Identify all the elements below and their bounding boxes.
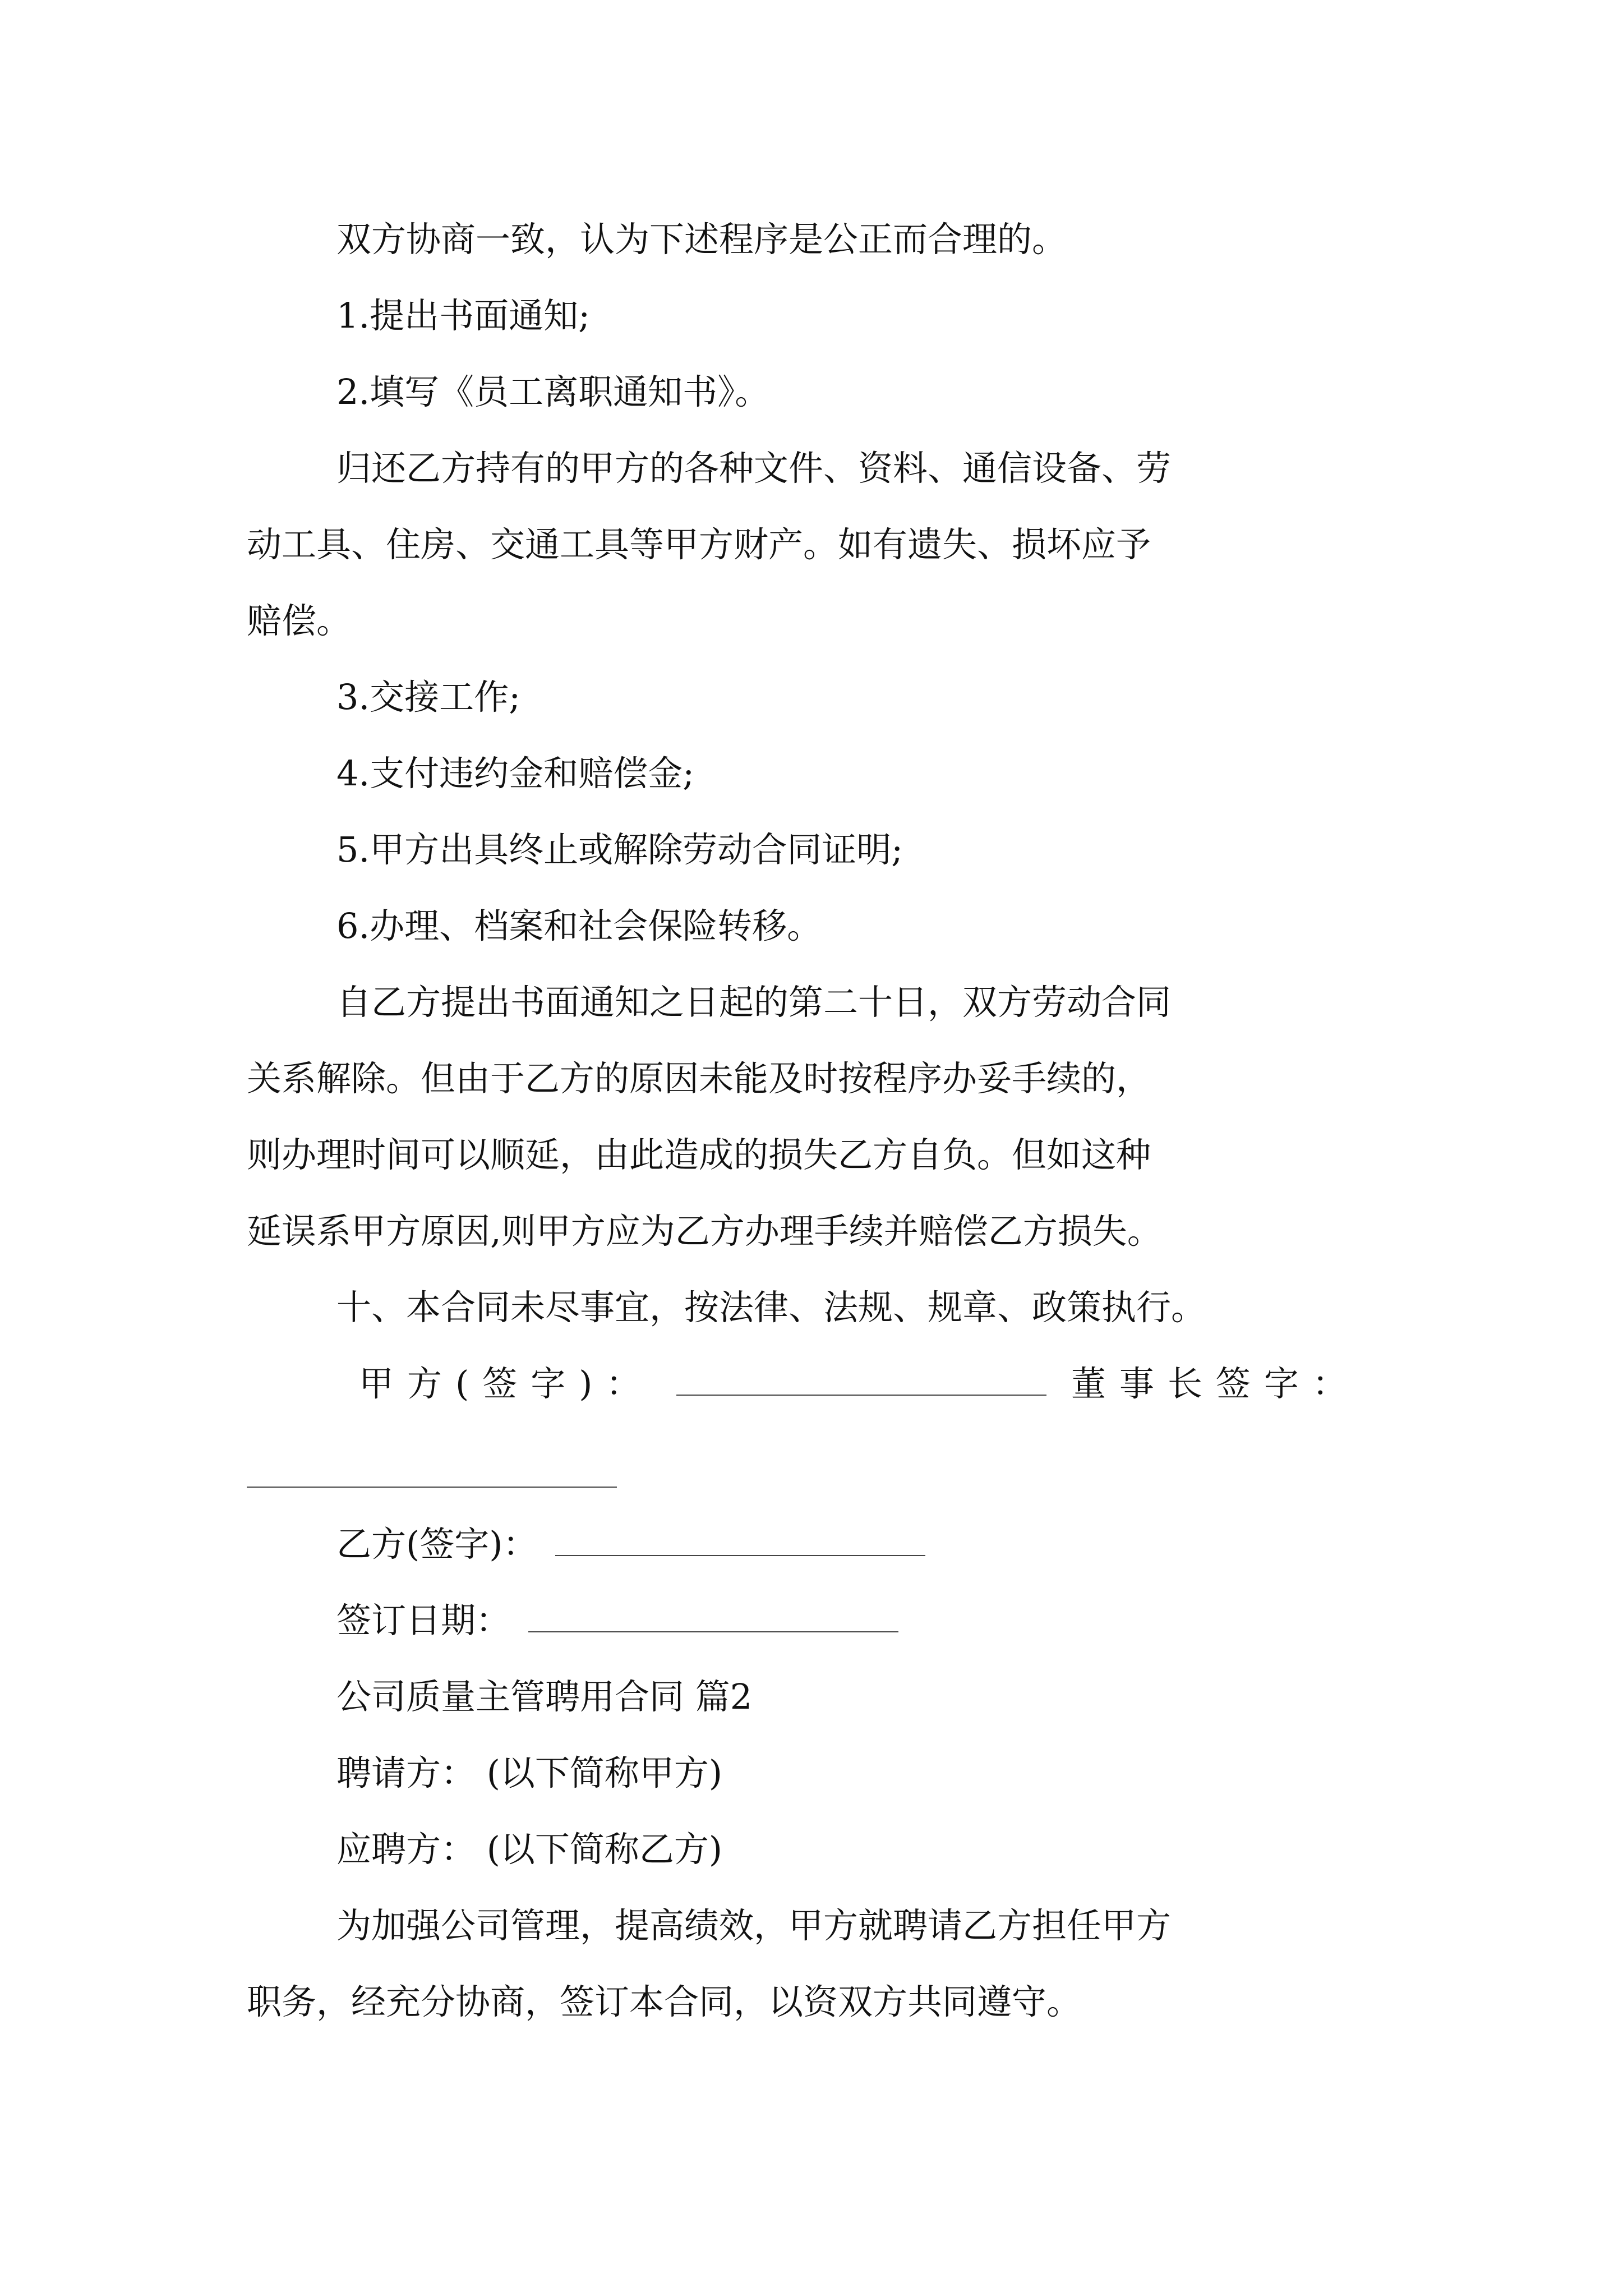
party-b-signature-blank xyxy=(555,1520,925,1556)
list-item: 4.支付违约金和赔偿金; xyxy=(336,753,695,794)
paragraph-line: 延误系甲方原因,则甲方应为乙方办理手续并赔偿乙方损失。 xyxy=(247,1211,1162,1251)
list-item: 3.交接工作; xyxy=(336,677,521,717)
section-title: 公司质量主管聘用合同 篇2 xyxy=(336,1676,753,1717)
paragraph-line: 十、本合同未尽事宜，按法律、法规、规章、政策执行。 xyxy=(336,1287,1206,1328)
sign-date-blank xyxy=(528,1596,898,1632)
paragraph-line: 动工具、住房、交通工具等甲方财产。如有遗失、损坏应予 xyxy=(247,524,1151,565)
party-a-signature-blank xyxy=(676,1360,1046,1396)
paragraph-line: 归还乙方持有的甲方的各种文件、资料、通信设备、劳 xyxy=(336,448,1172,489)
paragraph-line: 为加强公司管理，提高绩效，甲方就聘请乙方担任甲方 xyxy=(336,1905,1172,1946)
employee-line: 应聘方： (以下简称乙方) xyxy=(336,1829,723,1870)
sign-date-label: 签订日期： xyxy=(336,1600,511,1641)
list-item: 2.填写《员工离职通知书》。 xyxy=(336,371,770,412)
list-item: 1.提出书面通知; xyxy=(336,295,591,336)
paragraph-line: 则办理时间可以顺延，由此造成的损失乙方自负。但如这种 xyxy=(247,1134,1151,1175)
signature-row-date xyxy=(0,1595,1623,1646)
party-b-signature-label: 乙方(签字)： xyxy=(336,1524,538,1565)
paragraph-line: 自乙方提出书面通知之日起的第二十日，双方劳动合同 xyxy=(336,982,1172,1023)
paragraph-line: 双方协商一致，认为下述程序是公正而合理的。 xyxy=(336,219,1067,260)
paragraph-line: 关系解除。但由于乙方的原因未能及时按程序办妥手续的， xyxy=(247,1058,1151,1099)
paragraph-line: 职务，经充分协商，签订本合同，以资双方共同遵守。 xyxy=(247,1981,1082,2022)
list-item: 6.办理、档案和社会保险转移。 xyxy=(336,905,822,946)
party-a-signature-label: 甲方(签字)： xyxy=(359,1363,654,1404)
paragraph-line: 赔偿。 xyxy=(247,600,352,641)
list-item: 5.甲方出具终止或解除劳动合同证明; xyxy=(336,829,903,870)
employer-line: 聘请方： (以下简称甲方) xyxy=(336,1752,723,1793)
signature-row-party-b xyxy=(0,1519,1623,1570)
chairman-signature-blank xyxy=(247,1487,617,1488)
chairman-signature-label: 董事长签字： xyxy=(1071,1363,1361,1404)
signature-row-party-a xyxy=(0,1359,1623,1409)
